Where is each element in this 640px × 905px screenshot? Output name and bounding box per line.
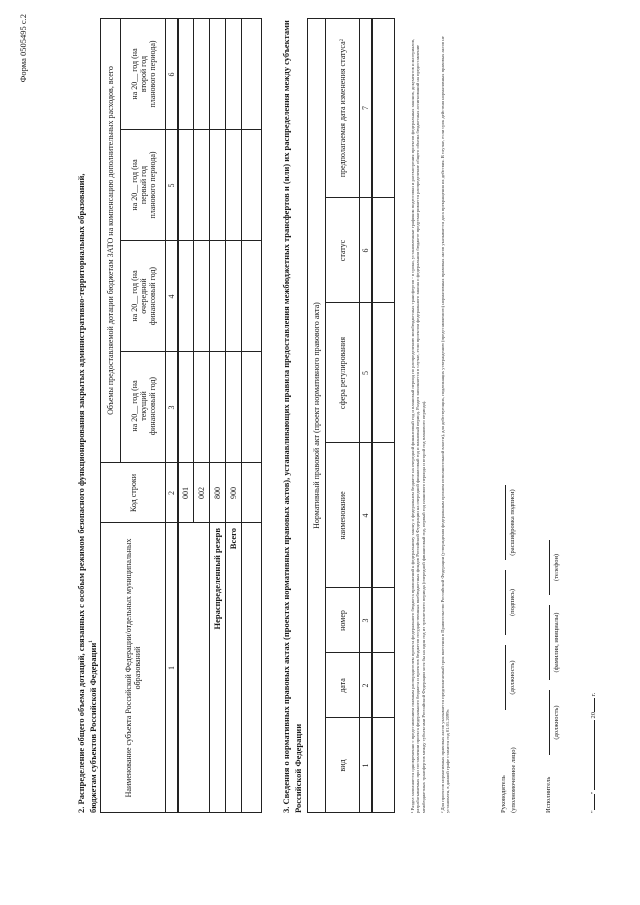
head-name-caption: (расшифровка подписи)	[509, 489, 516, 556]
act-header-number: номер	[338, 610, 347, 631]
act-col-number-2: 2	[361, 683, 370, 688]
act-header-scope: сфера регулирования	[338, 336, 347, 410]
total-label: Всего	[228, 528, 238, 550]
executor-fio-caption: (фамилия, инициалы)	[553, 612, 560, 673]
act-col-number-7: 7	[361, 106, 370, 110]
period-header-current: на 20__ год (на текущий финансовый год)	[129, 376, 157, 436]
act-header-date: дата	[338, 678, 347, 693]
date-open-quote: "	[590, 810, 597, 813]
section2-table	[100, 18, 262, 813]
col-number-1: 1	[167, 666, 176, 670]
footnote-mark-1: 1	[89, 640, 95, 643]
period-header-next: на 20__ год (на очередной финансовый год)	[129, 266, 157, 326]
act-header-type: вид	[338, 759, 347, 772]
reserve-code: 800	[213, 487, 222, 499]
col-code-header: Код строки	[128, 473, 138, 513]
act-col-number-6: 6	[361, 248, 370, 253]
act-col-number-3: 3	[361, 618, 370, 623]
act-header-name: наименование	[338, 491, 347, 540]
executor-phone-caption: (телефон)	[553, 553, 560, 582]
head-position-caption: (должность)	[509, 660, 516, 695]
col-number-5: 5	[167, 183, 176, 188]
col-number-3: 3	[167, 405, 176, 410]
form-id: Форма 0505495 с.2	[18, 14, 28, 83]
group-header-subsidy-volume: Объемы предоставляемой дотации бюджетам ЗАТО на компенсацию дополнительных расходов, всего	[105, 66, 115, 415]
section3-subtitle: Российской Федерации	[293, 723, 303, 813]
section3-table	[307, 18, 395, 813]
act-col-number-5: 5	[361, 371, 370, 375]
row-code-001: 001	[181, 487, 190, 499]
period-header-plan1: на 20__ год (на первый год планового периода)	[129, 151, 157, 219]
reserve-label: Нераспределенный резерв	[212, 528, 222, 630]
act-col-number-1: 1	[361, 763, 370, 768]
col-number-6: 6	[167, 72, 176, 77]
date-suffix: г.	[590, 692, 597, 697]
footnote-1: ¹ Раздел заполняется одновременно с представлением главным распорядителем проекта федерального бюджета приложений к федеральному закону о федеральном бюджете на очередной финансовый год и плановый период по распределению межбюджетных трансфертов - в сроки, установленные графиком подготовки и рассмотрения проектов федеральных законов, документов и материалов, разрабатываемых при составлении проекта федерального бюджета и проектов бюджетов государственных внебюджетных фондов Российской Федерации на очередной финансовый год и плановый период. Раздел заполняется в случае, если проектом федерального закона о федеральном бюджете предусматривается распределение общего объема бюджетных ассигнований на предоставление межбюджетных трансфертов между субъектами Российской Федерации хотя бы на один год из трехлетнего периода (очередной финансовый год, первый год планового периода и второй год планового периода).	[410, 38, 426, 813]
date-close-quote: "	[590, 791, 597, 795]
section2-title	[76, 173, 86, 813]
period-header-plan2: на 20__ год (на второй год планового периода)	[129, 40, 157, 108]
section2-title-line2: бюджетам субъектов Российской Федерации	[88, 642, 98, 813]
act-group-header: Нормативный правовой акт (проект нормативного правового акта)	[311, 302, 321, 529]
section2-title-line1: 2. Распределение общего объема дотаций, связанных с особым режимом безопасного функционирования закрытых административно-территориальных образований,	[76, 173, 86, 813]
total-code: 900	[229, 487, 238, 499]
head-label: Руководитель	[500, 775, 507, 813]
section2-subtitle	[88, 640, 98, 813]
head-signature-caption: (подпись)	[509, 589, 516, 616]
date-line	[590, 693, 597, 813]
row-code-002: 002	[197, 487, 206, 499]
act-header-status-change-date	[326, 18, 359, 198]
executor-label: Исполнитель	[545, 776, 552, 813]
col-number-2: 2	[167, 491, 176, 495]
section3-title: 3. Сведения о нормативных правовых актах (проектах нормативных правовых актов), устанавливающих правила предоставления межбюджетных трансфертов и (или) их распределения между субъектами	[281, 20, 291, 813]
footnote-mark-2: 2	[340, 38, 345, 42]
col-number-4: 4	[167, 294, 176, 299]
act-col-number-4: 4	[361, 513, 370, 518]
head-sublabel: (уполномоченное лицо)	[510, 747, 517, 813]
act-header-status-change-date-text: предполагаемая дата изменения статуса	[338, 41, 347, 178]
col-name-header: Наименование субъекта Российской Федерации/отдельных муниципальных образований	[124, 538, 142, 798]
executor-position-caption: (должность)	[553, 705, 560, 740]
act-header-status: статус	[338, 239, 347, 262]
date-year: 20	[590, 711, 597, 719]
footnote-2: ² Для проектов нормативных правовых актов указывается предполагаемый срок внесения в Правительство Российской Федерации (утверждения федеральным органом исполнительной власти), для действующих, подлежащих утверждению (представляемого) нормативных правовых актов указывается дата прекращения их действия. В случае, если срок действия нормативных правовых актов не установлен, в данной графе ставится год 01.01.2099г.	[440, 36, 451, 813]
